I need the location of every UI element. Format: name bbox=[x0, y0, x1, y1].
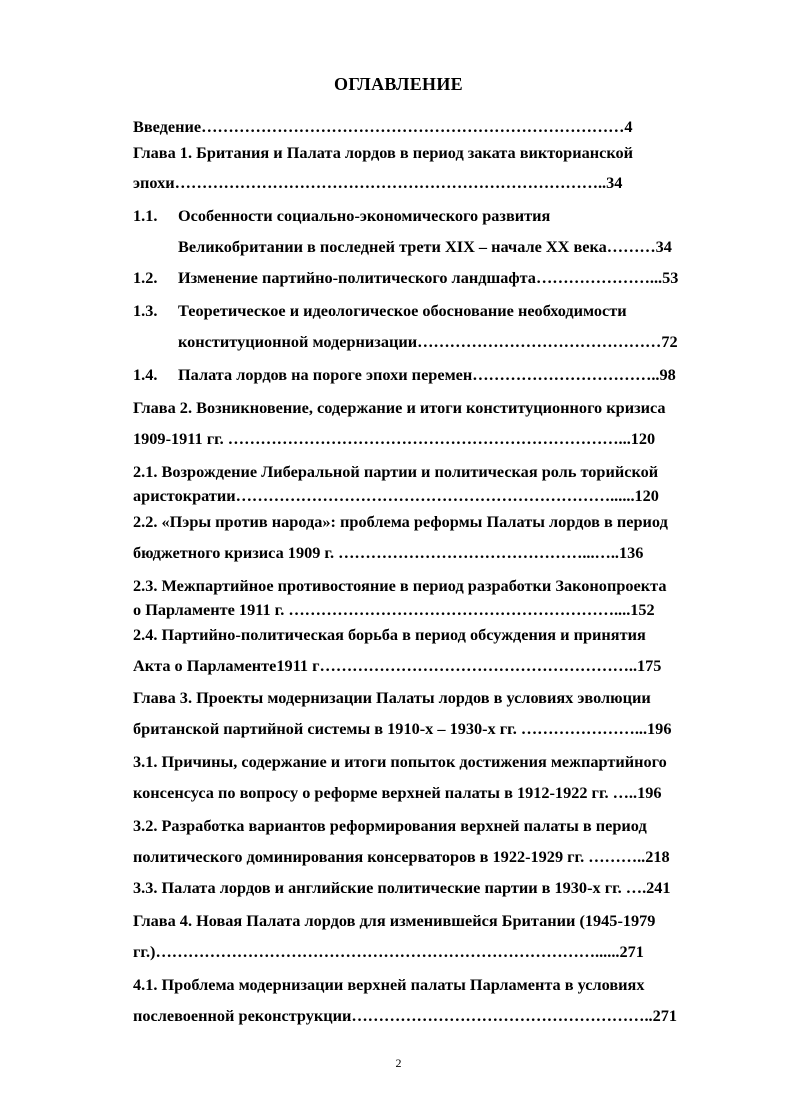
toc-line: Глава 3. Проекты модернизации Палаты лордов в условиях эволюции bbox=[133, 688, 651, 707]
toc-line: Глава 4. Новая Палата лордов для изменившейся Британии (1945-1979 bbox=[133, 911, 656, 930]
toc-line: 4.1. Проблема модернизации верхней палаты Парламента в условиях bbox=[133, 975, 645, 994]
toc-line: политического доминирования консерваторов в 1922-1929 гг. ………..218 bbox=[133, 847, 670, 866]
toc-line: гг.)………………………………………………………………………......271 bbox=[133, 942, 644, 961]
toc-line: Глава 2. Возникновение, содержание и итоги конституционного кризиса bbox=[133, 398, 666, 417]
toc-line: бюджетного кризиса 1909 г. ………………………………………...…..136 bbox=[133, 543, 644, 562]
section-number: 1.2. bbox=[133, 268, 158, 287]
toc-line: 2.1. Возрождение Либеральной партии и политическая роль торийской bbox=[133, 462, 659, 481]
toc-line: британской партийной системы в 1910-х – 1930-х гг. …………………...196 bbox=[133, 719, 672, 738]
toc-line: послевоенной реконструкции………………………………………………..271 bbox=[133, 1006, 678, 1025]
toc-line: консенсуса по вопросу о реформе верхней палаты в 1912-1922 гг. …..196 bbox=[133, 783, 662, 802]
section-number: 1.4. bbox=[133, 365, 158, 384]
toc-line: эпохи……………………………………………………………………..34 bbox=[133, 173, 623, 192]
toc-title: ОГЛАВЛЕНИЕ bbox=[334, 74, 463, 94]
toc-line: 3.2. Разработка вариантов реформирования верхней палаты в период bbox=[133, 816, 647, 835]
toc-line: Акта о Парламенте1911 г…………………………………………………..175 bbox=[133, 656, 662, 675]
toc-line: аристократии……………………………………………………………......120 bbox=[133, 486, 659, 505]
toc-line: 3.3. Палата лордов и английские политические партии в 1930-х гг. ….241 bbox=[133, 878, 671, 897]
section-number: 1.1. bbox=[133, 206, 158, 225]
toc-line: 2.3. Межпартийное противостояние в период разработки Законопроекта bbox=[133, 576, 667, 595]
toc-line: 2.4. Партийно-политическая борьба в период обсуждения и принятия bbox=[133, 625, 646, 644]
page-number: 2 bbox=[395, 1056, 402, 1070]
toc-line: Теоретическое и идеологическое обоснование необходимости bbox=[178, 301, 627, 320]
toc-line: Введение……………………………………………………………………4 bbox=[133, 117, 633, 136]
toc-line: 2.2. «Пэры против народа»: проблема реформы Палаты лордов в период bbox=[133, 512, 668, 531]
toc-line: конституционной модернизации………………………………………72 bbox=[178, 332, 678, 351]
toc-line: Глава 1. Британия и Палата лордов в период заката викторианской bbox=[133, 143, 634, 162]
toc-line: 1909-1911 гг. ………………………………………………………………...120 bbox=[133, 429, 656, 448]
section-number: 1.3. bbox=[133, 301, 158, 320]
toc-line: 3.1. Причины, содержание и итоги попыток достижения межпартийного bbox=[133, 752, 667, 771]
toc-line: о Парламенте 1911 г. ……………………………………………………....152 bbox=[133, 600, 655, 619]
toc-line: Палата лордов на пороге эпохи перемен……………………………..98 bbox=[178, 365, 676, 384]
toc-line: Изменение партийно-политического ландшафта…………………...53 bbox=[178, 268, 679, 287]
toc-line: Особенности социально-экономического развития bbox=[178, 206, 551, 225]
toc-line: Великобритании в последней трети XIX – начале XX века………34 bbox=[178, 237, 672, 256]
